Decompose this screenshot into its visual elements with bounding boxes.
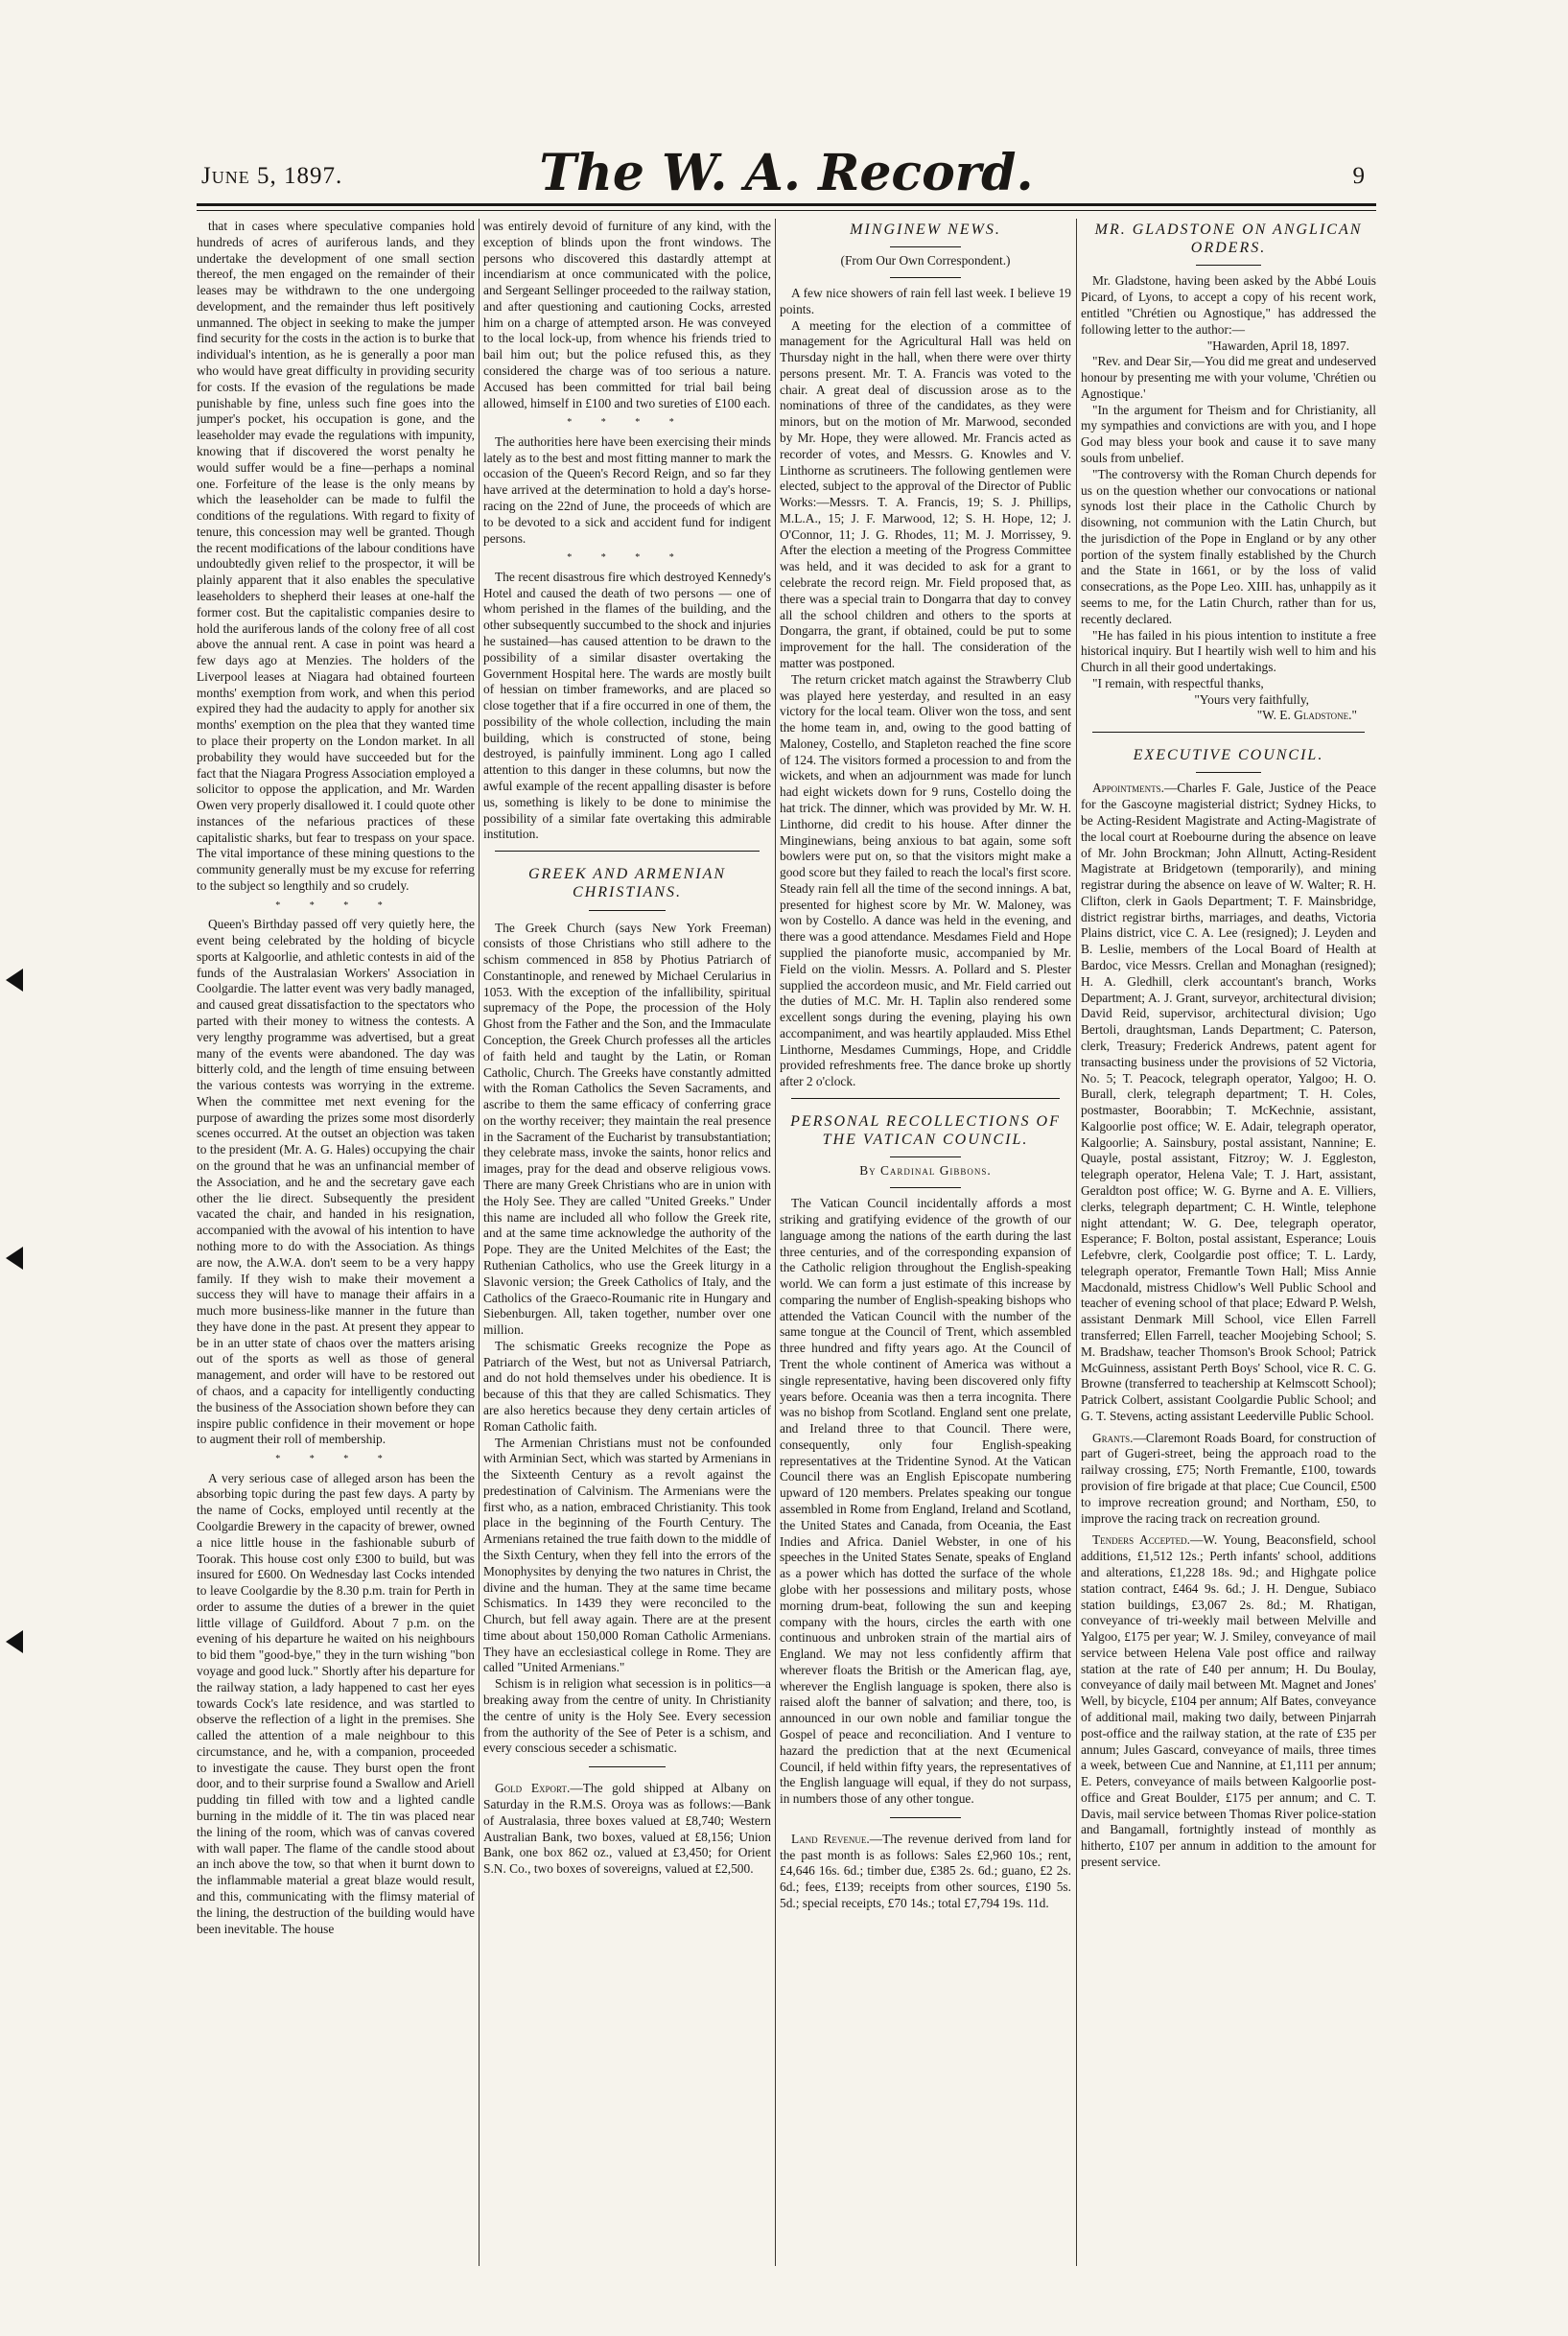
section-separator: * * * *	[275, 899, 396, 911]
heading-rule	[890, 246, 961, 247]
gold-export-paragraph	[483, 1781, 771, 1878]
issue-date: June 5, 1897.	[201, 163, 343, 189]
newspaper-title: The W. A. Record.	[539, 144, 1034, 202]
schismatic-greeks-paragraph: The schismatic Greeks recognize the Pope as Patriarch of the West, but not as Universal Patriarch, and do not hold themselves under his obedience. It is because of this that they are called Schismatics. They are also heretics because they deny certain articles of Roman Catholic faith.	[483, 1338, 771, 1434]
masthead-rule	[197, 203, 1376, 211]
column-1	[197, 219, 475, 2266]
binding-hole-marker	[6, 969, 23, 992]
arson-paragraph: A very serious case of alleged arson has been the absorbing topic during the past few days. A party by the name of Cocks, employed until recently at the Coolgardie Brewery in the capacity of brewer, owned a nice little house in the fashionable suburb of Toorak. This house cost only £300 to build, but was insured for £600. On Wednesday last Cocks intended to leave Coolgardie by the 8.30 p.m. train for Perth in order to assume the duties of a brewer in the quiet little village of Guildford. About 7 p.m. on the evening of his departure he waited on his neighbours to bid them "good-bye," they in the turn wishing "bon voyage and good luck." Shortly after his departure for the railway station, a lady happened to cast her eyes towards Cock's late residence, and was startled to observe the reflection of a light in the premises. She called the attention of a male neighbour to this circumstance, and he, with a companion, proceeded to investigate the cause. They burst open the front door, and to their surprise found a Swallow and Ariell pudding tin filled with tow and a lighted candle burning in the middle of it. The tin was placed near the lining of the room, which was of canvas covered with wall paper. The flame of the candle stood about an inch above the tow, so that when it burnt down to the inflammable material a great blaze would result, and this, communicating with the flimsy material of the lining, the destruction of the building would have been inevitable. The house	[197, 1470, 475, 1936]
column-divider	[775, 219, 776, 2266]
article-rule	[791, 1098, 1060, 1099]
section-separator: * * * *	[567, 417, 688, 429]
binding-hole-marker	[6, 1247, 23, 1270]
masthead	[197, 144, 1376, 201]
grants-text: —Claremont Roads Board, for construction of part of Gugeri-street, being the approach road to the railway crossing, £75; North Fremantle, £100, towards provision of fire brigade at that place; Cue Council, £500 to improve recreation ground; and Northam, £50, to improve the racing track on recreation ground.	[1081, 1430, 1376, 1526]
gold-export-label: Gold Export.	[495, 1781, 571, 1796]
grants-label: Grants.	[1092, 1430, 1134, 1445]
article-rule	[1092, 732, 1365, 733]
heading-rule	[890, 1156, 961, 1157]
tenders-label: Tenders Accepted.	[1092, 1532, 1191, 1548]
schism-paragraph: Schism is in religion what secession is in politics—a breaking away from the centre of unity. In Christianity the centre of unity is the Holy See. Every secession from the authority of the See of Peter is a schism, and every conscious seceder a schismatic.	[483, 1676, 771, 1756]
letter-salutation: "Rev. and Dear Sir,—You did me great and undeserved honour by presenting me with your volume, 'Chrétien ou Agnostique.'	[1081, 354, 1376, 401]
land-revenue-label: Land Revenue.	[791, 1831, 870, 1846]
appointments-text: —Charles F. Gale, Justice of the Peace for the Gascoyne magisterial district; Sydney Hicks, to be Acting-Resident Magistrate and Acting-Magistrate of the local court at Roebourne during the absence on leave of Mr. John Brockman; John Allnutt, Acting-Resident Magistrate at Bridgetown (temporarily), and mining registrar during the absence on leave of W. Walter; R. H. Clifton, clerk in Gaols Department; T. F. Mainsbridge, district registrar births, marriages, and deaths, Victoria Plains district, vice C. A. Lee (resigned); J. Leyden and B. Leslie, members of the Local Board of Health at Bardoc, vice Messrs. Crellan and Monaghan (resigned); H. A. Gledhill, clerk accountant's branch, Works Department; A. J. Grant, surveyor, architectural division; David Reid, supervisor, architectural division; Ugo Bertoli, draughtsman, Lands Department; C. Paterson, clerk, Treasury; Frederick Andrews, patent agent for transacting business under the provisions of 52 Victoria, No. 5; T. Peacock, telegraph operator, Yalgoo; H. O. Burall, clerk, telegraph department; T. H. Coles, postmaster, Boorabbin; T. McKechnie, assistant, Kalgoorlie post office; W. E. Adair, telegraph operator, Kalgoorlie; A. Sainsbury, postal assistant, Nannine; E. Quayle, postal assistant, Fitzroy; W. J. Eggleston, telegraph operator, Helena Vale; T. J. Hart, assistant, Geraldton post office; W. G. Byrne and A. E. Villiers, clerks, telegraph department; C. H. Wintle, telephone night attendant; W. G. Dee, telegraph operator, Esperance; F. Bolton, postal assistant, Esperance; Louis Lefebvre, clerk, Coolgardie post office; T. L. Lardy, telegraph operator, Fremantle Town Hall; Miss Annie Macdonald, mistress Chidlow's Well Public School and teacher of evening school of that place; Edward P. Welsh, assistant Denmark Mill School, vice Ellen Farrell transferred; Ellen Farrell, teacher Moojebing School; S. M. Bradshaw, teacher Thomson's Brook School; Patrick McGuinness, assistant Perth Boys' School, vice R. C. G. Browne (transferred to teachership at Kelmscott School); Patrick Colbert, assistant Coolgardie Public School; and G. T. Stevens, acting assistant Leederville Public School.	[1081, 781, 1376, 1423]
column-2	[483, 219, 771, 2266]
heading-rule	[890, 277, 961, 278]
letter-theism-paragraph: "In the argument for Theism and for Christianity, all my sympathies and convictions are with you, and I hope God may bless your book and cause it to save many souls from unbelief.	[1081, 402, 1376, 465]
letter-valediction: "Yours very faithfully,	[1194, 691, 1309, 707]
article-rule	[495, 851, 760, 852]
vatican-paragraph: The Vatican Council incidentally affords a most striking and gratifying evidence of the growth of our language among the nations of the earth during the last three centuries, and of the corresponding expansion of the Catholic religion throughout the English-speaking world. We can form a just estimate of this increase by comparing the number of English-speaking bishops who attended the Vatican Council with the number of the same tongue at the Council of Trent, which assembled three hundred and fifty years ago. At the Council of Trent the whole continent of America was without a single representative, having been discovered only fifty years before. Oceania was then a terra incognita. There was no bishop from Scotland. England sent one prelate, and Ireland three to that Council. There were, consequently, only four English-speaking representatives at the Tridentine Synod. At the Vatican Council there was an English Episcopate numbering upward of 120 members. Prelates speaking our tongue assembled in Rome from England, Ireland and Scotland, the United States and Canada, from Oceania, the East Indies and Africa. Daniel Webster, in one of his speeches in the United States Senate, speaks of England as a power which has dotted the surface of the whole globe with her possessions and military posts, whose morning drum-beat, following the sun and keeping company with the hours, circles the earth with one continuous and unbroken strain of the martial airs of England. We may not less confidently affirm that wherever floats the British or the American flag, aye, wherever the English language is spoken, there also is raised aloft the banner of salvation; and there, too, is announced in our own noble and familiar tongue the Gospel of peace and reconciliation. And I venture to hazard the prediction that at the next Œcumenical Council, if held within fifty years, the representatives of the English language will equal, if they do not surpass, in numbers those of any other tongue.	[780, 1196, 1071, 1807]
page-number: 9	[1352, 163, 1365, 189]
gold-export-text: —The gold shipped at Albany on Saturday in the R.M.S. Oroya was as follows:—Bank of Australasia, three boxes valued at £8,740; Western Australian Bank, two boxes, valued at £8,156; Union Bank, one box 862 oz., valued at £3,450; for Orient S.N. Co., two boxes of sovereigns, valued at £2,500.	[483, 1781, 771, 1877]
grants-paragraph	[1081, 1431, 1376, 1528]
mining-paragraph: that in cases where speculative companies hold hundreds of acres of auriferous lands, and they undertake the development of one small section thereof, the men engaged on the remainder of their leases may be withdrawn to the one undergoing development, and the remainder thus left positively unmanned. The object in seeking to make the jumper find security for the costs in the action is to burke that individual's intention, as he is generally a poor man who would have great difficulty in providing security for costs. If the evasion of the regulations be made punishable by fine, unless such fine goes into the jumper's pocket, his occupation is gone, and the leaseholder may evade the regulations with impunity, knowing that if discovered the worst penalty he would suffer would be a fine—perhaps a nominal one. Forfeiture of the lease is the only means by which the leaseholder can be made to fulfil the conditions of the regulations. With regard to fixity of tenure, this concession may well be granted. Though the recent modifications of the labour conditions have undoubtedly given relief to the prospector, it will be plainly apparent that it also enables the speculative leaseholders to shepherd their leases at one-half the former cost. But the capitalistic companies desire to hold the auriferous lands of the colony free of all cost above the annual rent. A case in point was heard a few days ago at Menzies. The holders of the Liverpool leases at Niagara had obtained fourteen months' exemption from work, and when this period expired they had the audacity to apply for another six months' exemption on the plea that they wanted time to place their property on the London market. In all probability they would have succeeded but for the fact that the Niagara Progress Association employed a solicitor to oppose the application, and Mr. Warden Owen very properly disallowed it. I could quote other instances of the nefarious practices of these capitalistic sharks, but fear to trespass on your space. The vital importance of these mining questions to the community generally must be my excuse for referring to the subject so lengthily and so crudely.	[197, 219, 475, 894]
column-divider	[479, 219, 480, 2266]
appointments-paragraph	[1081, 781, 1376, 1424]
arson-continued-paragraph: was entirely devoid of furniture of any kind, with the exception of blinds upon the front windows. The persons who discovered this dastardly attempt at incendiarism at once communicated with the police, and Sergeant Sellinger proceeded to the railway station, and after questioning and cautioning Cocks, arrested him on a charge of attempted arson. He was conveyed to the local lock-up, from whence his friends tried to bail him out; but the police refused this, as they considered the charge was of too serious a nature. Accused has been committed for trial bail being allowed, himself in £100 and two sureties of £100 each.	[483, 219, 771, 410]
greek-armenian-heading: GREEK AND ARMENIAN CHRISTIANS.	[527, 866, 727, 901]
cricket-paragraph: The return cricket match against the Strawberry Club was played here yesterday, and resulted in an easy victory for the local team. Oliver won the toss, and sent the home team in, and, owing to the good batting of Maloney, Costello, and Stapleton reached the fine score of 124. The visitors formed a procession to and from the wickets, and when an adjournment was made for lunch had eight wickets down for 9 runs, Costello doing the hat trick. The dinner, which was provided by Mr. W. H. Linthorne, did credit to his house. After dinner the Minginewians, being anxious to bat again, some soft bowlers were put on, so that the visitors might make a good score but they failed to reach the local's first score. Steady rain fell all the time of the second innings. A bat, presented for highest score by Mr. W. Maloney, was won by Costello. A dance was held in the evening, and there was a good attendance. Mesdames Field and Hope supplied the pianoforte music, accompanied by Mr. Field on the violin. Messrs. A. Pollard and S. Plester supplied the accordeon music, and Mr. Field carried out the duties of M.C. Mr. H. Taplin also rendered some excellent songs during the evening, playing his own accompaniment, and was heartily applauded. Miss Ethel Linthorne, Mesdames Cummings, Hope, and Criddle provided refreshments free. The dance broke up shortly after 2 o'clock.	[780, 671, 1071, 1089]
tenders-text: —W. Young, Beaconsfield, school additions, £1,512 12s.; Perth infants' school, additions and alterations, £1,228 18s. 9d.; and Highgate police station contract, £464 9s. 6d.; J. H. Dengue, Subiaco station buildings, £3,067 2s. 8d.; M. Rhatigan, conveyance of tri-weekly mail between Melville and Yalgoo, £175 per year; W. J. Smiley, conveyance of mail service between Helena Vale post office and railway station at the rate of £40 per annum; H. Du Boulay, conveyance of daily mail between Mt. Magnet and Jones' Well, by bicycle, £104 per annum; Alf Bates, conveyance of additional mail, making two daily, between Pinjarrah post-office and the railway station, at the rate of £35 per annum; Jules Gascard, conveyance of mails, three times a week, between Cue and Nannine, at £1,111 per annum; E. Peters, conveyance of mails between Kalgoorlie post-office and Great Boulder, £175 per annum; and C. T. Davis, mail service between Thomas River police-station and Bangamall, fortnightly instead of monthly as hitherto, £107 per annum in addition to the amount for present service.	[1081, 1532, 1376, 1869]
correspondent-note: (From Our Own Correspondent.)	[840, 253, 1011, 269]
armenian-paragraph: The Armenian Christians must not be confounded with Arminian Sect, which was started by Armenians in the Sixteenth Century as a revolt against the predestination of Calvinism. The Armenians were the first who, as a nation, embraced Christianity. This took place in the beginning of the Fourth Century. The Armenians retained the true faith down to the middle of the Sixth Century, when they fell into the errors of the Monophysites by denying the two natures in Christ, the divine and the human. They at the same time became Schismatics. In 1439 they were reconciled to the Church, but fell away again. There are at the present time about about 150,000 Roman Catholic Armenians. They have an ecclesiastical college in Rome. They are called "United Armenians."	[483, 1435, 771, 1675]
column-4	[1081, 219, 1376, 2266]
executive-council-heading: EXECUTIVE COUNCIL.	[1133, 747, 1324, 764]
rain-paragraph: A few nice showers of rain fell last week. I believe 19 points.	[780, 285, 1071, 316]
heading-rule	[1196, 265, 1261, 266]
land-revenue-paragraph	[780, 1832, 1071, 1912]
hospital-fire-paragraph: The recent disastrous fire which destroyed Kennedy's Hotel and caused the death of two persons — one of whom perished in the flames of the building, and the other subsequently succumbed to the shock and injuries he sustained—has caused attention to be drawn to the possibility of a similar disaster overtaking the Government Hospital here. The wards are mostly built of hessian on timber frameworks, and are placed so close together that if a fire occurred in one of them, the possibility of the whole collection, including the main building, which is constructed of stone, being destroyed, is painfully imminent. Long ago I called attention to this danger in these columns, but now the awful example of the recent appalling disaster is before us, something is likely to be done to minimise the possibility of a similar fate overtaking this admirable institution.	[483, 569, 771, 842]
mingenew-heading: MINGINEW NEWS.	[850, 222, 1001, 238]
tenders-paragraph	[1081, 1532, 1376, 1870]
column-3	[780, 219, 1071, 2266]
heading-rule	[890, 1187, 961, 1188]
gladstone-heading: MR. GLADSTONE ON ANGLICAN ORDERS.	[1094, 222, 1363, 257]
land-revenue-text: —The revenue derived from land for the past month is as follows: Sales £2,960 10s.; rent, £4,646 16s. 6d.; timber due, £385 2s. 6d.; guano, £2 2s. 6d.; fees, £139; receipts from other sources, £190 5s. 5d.; special receipts, £70 14s.; total £7,794 19s. 11d.	[780, 1831, 1071, 1910]
gladstone-intro-paragraph: Mr. Gladstone, having been asked by the Abbé Louis Picard, of Lyons, to accept a copy of his recent work, entitled "Chrétien ou Agnostique," has addressed the following letter to the author:—	[1081, 273, 1376, 337]
letter-controversy-paragraph: "The controversy with the Roman Church depends for us on the question whether our convocations or national synods lost their place in the Catholic Church by disowning, not communion with the Latin Church, but the jurisdiction of the Pope in England or by any other portion of the system finally established by the Church and the State in 1661, or by the loss of valid consecrations, as the Pope Leo. XIII. has, unhappily as it seems to me, for the Latin Church, rather than for us, recently declared.	[1081, 466, 1376, 626]
appointments-label: Appointments.	[1092, 781, 1165, 796]
vatican-heading: PERSONAL RECOLLECTIONS OF THE VATICAN COUNCIL.	[790, 1113, 1061, 1149]
article-rule	[589, 1766, 666, 1767]
record-reign-paragraph: The authorities here have been exercising their minds lately as to the best and most fitting manner to mark the occasion of the Queen's Record Reign, and so far they have arrived at the determination to hold a day's horse-racing on the 22nd of June, the proceeds of which are to be devoted to a sick and accident fund for indigent persons.	[483, 433, 771, 546]
heading-rule	[1196, 772, 1261, 773]
heading-rule	[589, 910, 666, 911]
section-separator: * * * *	[275, 1454, 396, 1465]
letter-signature: "W. E. Gladstone."	[1256, 708, 1357, 723]
binding-hole-marker	[6, 1630, 23, 1653]
column-divider	[1076, 219, 1077, 2266]
section-separator: * * * *	[567, 552, 688, 564]
article-rule	[890, 1817, 961, 1818]
greek-church-paragraph: The Greek Church (says New York Freeman) consists of those Christians who still adhere to the schism commenced in 858 by Photius Patriarch of Constantinople, and renewed by Michael Cerularius in 1053. With the exception of the infallibility, spiritual supremacy of the Pope, the procession of the Holy Ghost from the Father and the Son, and the Immaculate Conception, the Greek Church professes all the articles of faith held and taught by the Latin, or Roman Catholic, Church. The Greeks have constantly admitted with the Roman Catholics the Seven Sacraments, and ascribe to them the same efficacy of conferring grace on the worthy receiver; they maintain the real presence in the Sacrament of the Eucharist by transubstantiation; they celebrate mass, invoke the saints, honor relics and images, pray for the dead and observe religious vows. There are many Greek Christians who are in union with the Holy See. They are called "United Greeks." Under this name are included all who follow the Greek rite, and at the same time acknowledge the authority of the Pope. They are the United Melchites of the East; the Ruthenian Catholics, who use the Greek liturgy in a Slavonic version; the Greek Catholics of Italy, and the Catholics of the Graeco-Roumanic rite in Hungary and Siebenburgen. All, taken together, number over one million.	[483, 920, 771, 1338]
letter-date: "Hawarden, April 18, 1897.	[1206, 338, 1349, 353]
vatican-byline: By Cardinal Gibbons.	[859, 1163, 992, 1179]
agricultural-hall-paragraph: A meeting for the election of a committee of management for the Agricultural Hall was held on Thursday night in the hall, when there were over thirty persons present. Mr. T. A. Francis was voted to the chair. A great deal of discussion arose as to the nominations of three of the candidates, as they were minors, but on the motion of Mr. Marwood, seconded by Mr. Hope, they were allowed. Mr. Francis acted as recorder of votes, and Messrs. G. Knowles and V. Linthorne as scrutineers. The following gentlemen were elected, subject to the approval of the Director of Public Works:—Messrs. T. A. Francis, 19; S. J. Phillips, M.L.A., 15; J. F. Marwood, 12; S. H. Hope, 12; J. O'Connor, 11; J. G. Rhodes, 11; M. J. Morrissey, 9. After the election a meeting of the Progress Committee was held, and it was decided to ask for a grant to celebrate the record reign. Mr. Field proposed that, as there was a special train to Dongarra that day to convey all the school children and others to the sports at Dongarra, the grant, if obtained, could be put to some improvement for the hall. The consideration of the matter was postponed.	[780, 317, 1071, 670]
queens-birthday-paragraph: Queen's Birthday passed off very quietly here, the event being celebrated by the holding of bicycle sports at Kalgoorlie, and athletic contests in aid of the funds of the Australasian Workers' Association in Coolgardie. The latter event was very badly managed, and caused great dissatisfaction to the spectators who parted with their money to witness the contests. A very lengthy programme was advertised, but a great many of the events were abandoned. The day was bitterly cold, and the length of time ensuing between the various contests was worrying in the extreme. When the committee met next evening for the purpose of awarding the prizes some most disorderly scenes occurred. At the outset an objection was taken to the president (Mr. A. G. Hales) occupying the chair on the ground that he was an unfinancial member of the Association, and he and the secretary gave each other the lie direct. Subsequently the president vacated the chair, and handed in his resignation, accompanied with the avowal of his intention to have nothing more to do with the Association. As things are now, the A.W.A. don't seem to be a very happy family. If they wish to make their movement a success they will have to manage their affairs in a much more business-like manner in the future than they have done in the past. At present they appear to be in an utter state of chaos over the matters arising out of the sports as well as those of general management, and order will have to be restored out of chaos, and a capacity for intelligently conducting the business of the Association shown before they can inspire public confidence in their movement or hope to augment their roll of membership.	[197, 917, 475, 1447]
letter-inquiry-paragraph: "He has failed in his pious intention to institute a free historical inquiry. But I heartily wish well to him and his Church in all their good undertakings.	[1081, 627, 1376, 675]
letter-closing: "I remain, with respectful thanks,	[1092, 675, 1264, 690]
